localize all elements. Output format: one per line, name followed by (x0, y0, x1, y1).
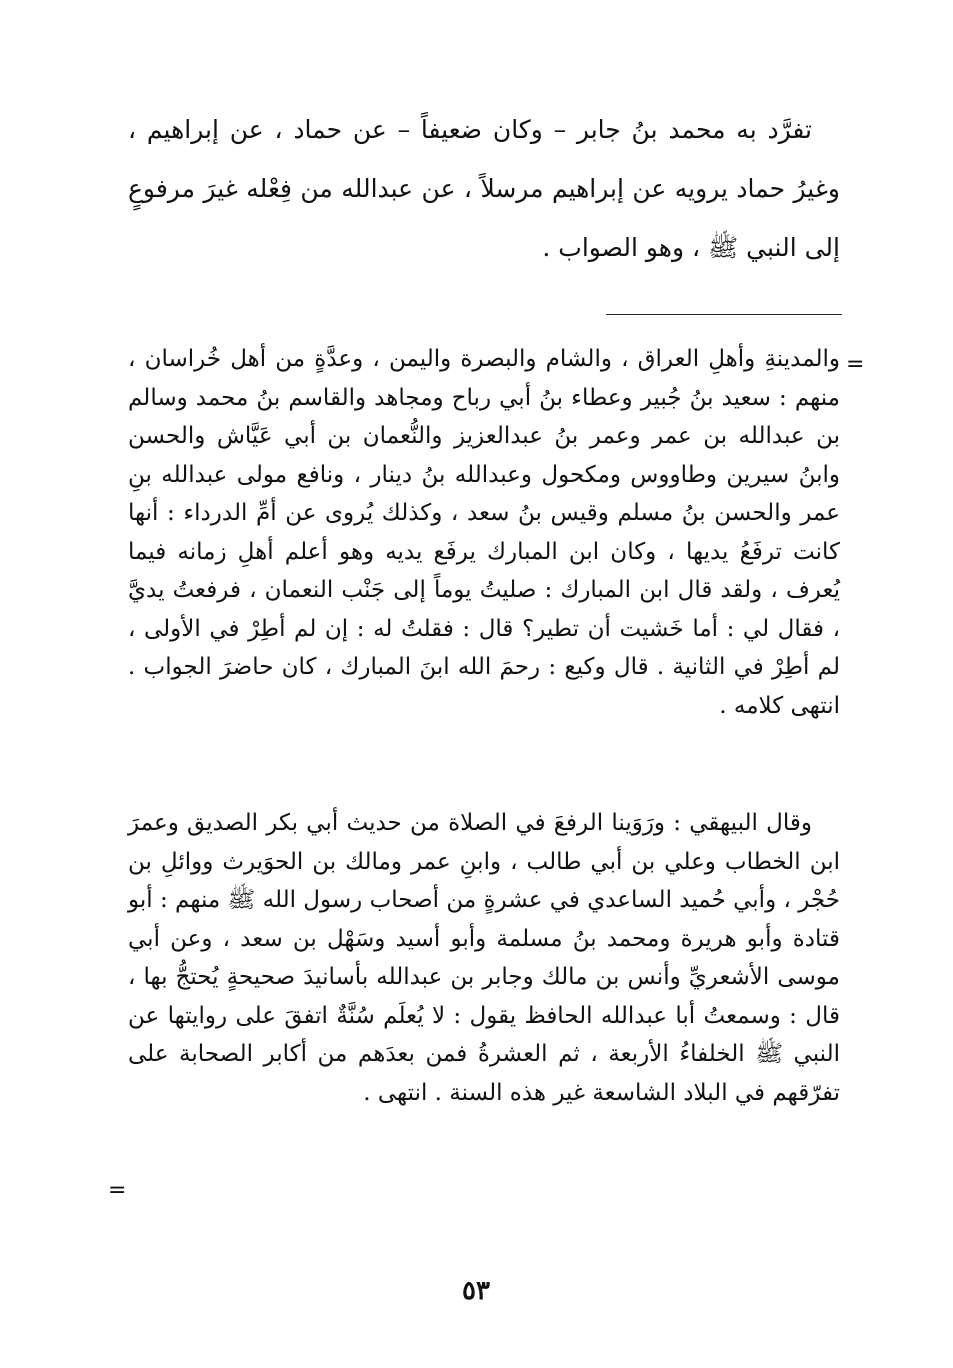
footnote-paragraph-2 (128, 804, 840, 1112)
footnote-paragraph-2-text: وقال البيهقي : ورَوَينا الرفعَ في الصلاة من حديث أبي بكر الصديق وعمرَ ابن الخطاب وعلي بن أبي طالب ، وابنِ عمر ومالك بن الحوَيرث ووائلِ بن حُجْر ، وأبي حُميد الساعدي في عشرةٍ من أصحاب رسول الله ﷺ منهم : أبو قتادة وأبو هريرة ومحمد بنُ مسلمة وأبو أسيد وسَهْل بن سعد ، وعن أبي موسى الأشعريِّ وأنس بن مالك وجابر بن عبدالله بأسانيدَ صحيحةٍ يُحتجُّ بها ، قال : وسمعتُ أبا عبدالله الحافظ يقول : لا يُعلَم سُنَّةٌ اتفقَ على روايتها عن النبي ﷺ الخلفاءُ الأربعة ، ثم العشرةُ فمن بعدَهم من أكابر الصحابة على تفرّقهم في البلاد الشاسعة غير هذه السنة . انتهى . (128, 810, 840, 1106)
footnote-continuation-mark-start: = (846, 352, 865, 377)
page-number: ٥٣ (462, 1276, 490, 1306)
footnote-paragraph-1: والمدينةِ وأهلِ العراق ، والشام والبصرة واليمن ، وعدَّةٍ من أهل خُراسان ، منهم : سعيد بنُ جُبير وعطاء بنُ أبي رباح ومجاهد والقاسم بنُ محمد وسالم بن عبدالله بن عمر وعمر بنُ عبدالعزيز والنُّعمان بن أبي عَيَّاش والحسن وابنُ سيرين وطاووس ومكحول وعبدالله بنُ دينار ، ونافع مولى عبدالله بنِ عمر والحسن بنُ مسلم وقيس بنُ سعد ، وكذلك يُروى عن أمِّ الدرداء : أنها كانت ترفَعُ يديها ، وكان ابن المبارك يرفَع يديه وهو أعلم أهلِ زمانه فيما يُعرف ، ولقد قال ابن المبارك : صليتُ يوماً إلى جَنْب النعمان ، فرفعتُ يديَّ ، فقال لي : أما خَشيت أن تطير؟ قال : فقلتُ له : إن لم أطِرْ في الأولى ، لم أطِرْ في الثانية . قال وكيع : رحمَ الله ابنَ المبارك ، كان حاضرَ الجواب . انتهى كلامه . (128, 346, 840, 719)
footnote-continuation-mark-end: = (108, 1178, 127, 1203)
main-text-paragraph (128, 100, 840, 277)
main-text: تفرَّد به محمد بنُ جابر – وكان ضعيفاً – عن حماد ، عن إبراهيم ، وغيرُ حماد يرويه عن إبراهيم مرسلاً ، عن عبدالله من فِعْله غيرَ مرفوعٍ إلى النبي ﷺ ، وهو الصواب . (128, 115, 840, 262)
footnote-divider (606, 314, 842, 315)
